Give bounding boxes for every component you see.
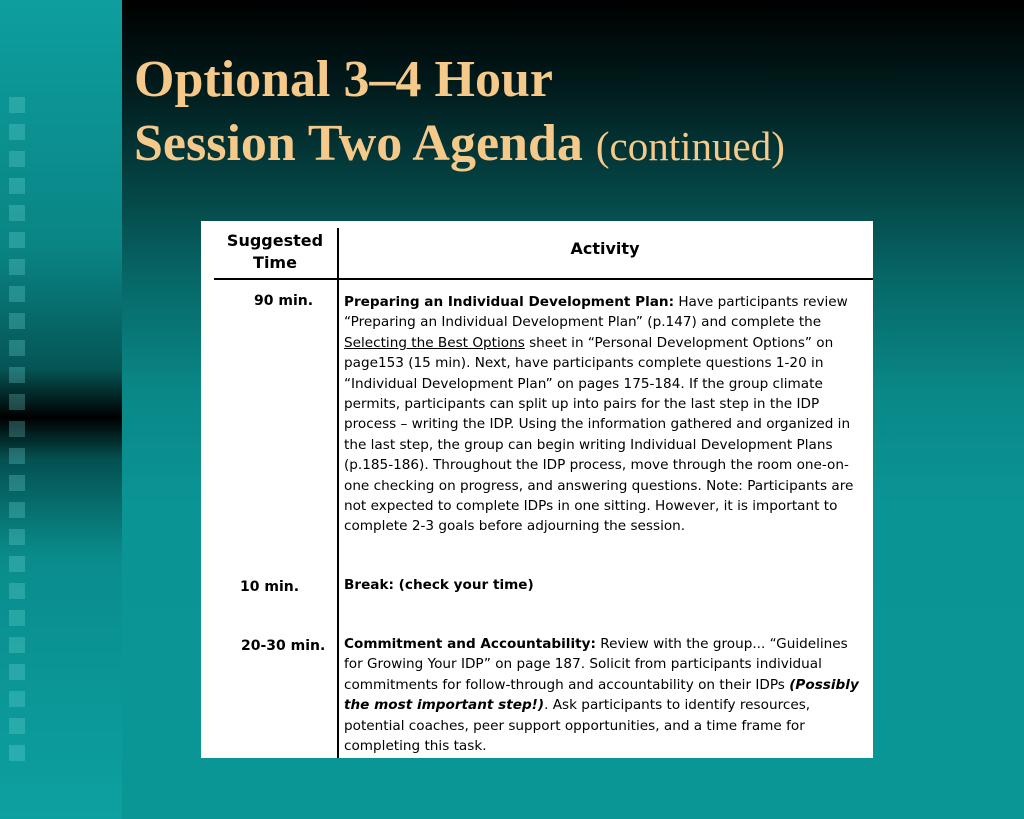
row-1-heading: Preparing an Individual Development Plan:: [344, 294, 675, 310]
row-3-time: 20-30 min.: [241, 638, 326, 654]
row-3-heading: Commitment and Accountability:: [344, 636, 596, 652]
square-decoration: [9, 475, 25, 491]
square-decoration: [9, 124, 25, 140]
square-decoration: [9, 610, 25, 626]
square-decoration: [9, 718, 25, 734]
square-decoration: [9, 232, 25, 248]
column-divider: [337, 228, 339, 758]
square-decoration: [9, 448, 25, 464]
left-decorative-band: [0, 0, 122, 819]
square-decoration: [9, 394, 25, 410]
header-suggested-time: Suggested Time: [226, 231, 324, 272]
row-3-emphasis: (Possibly the most important step!): [344, 676, 859, 714]
square-decoration: [9, 583, 25, 599]
square-decoration: [9, 529, 25, 545]
square-pattern: [9, 97, 29, 772]
row-2-time: 10 min.: [240, 579, 300, 595]
square-decoration: [9, 313, 25, 329]
row-1-text-1: Have participants review “Preparing an Individual Development Plan” (p.147) and complete the: [344, 294, 848, 331]
square-decoration: [9, 340, 25, 356]
square-decoration: [9, 97, 25, 113]
square-decoration: [9, 664, 25, 680]
square-decoration: [9, 556, 25, 572]
row-2-heading: Break: (check your time): [344, 577, 534, 593]
row-1-underlined: Selecting the Best Options: [344, 334, 525, 351]
square-decoration: [9, 367, 25, 383]
row-1-time: 90 min.: [254, 293, 314, 309]
square-decoration: [9, 502, 25, 518]
square-decoration: [9, 259, 25, 275]
header-activity: Activity: [570, 239, 640, 258]
square-decoration: [9, 178, 25, 194]
square-decoration: [9, 421, 25, 437]
row-3-activity: [344, 634, 866, 756]
title-line-2: Session Two Agenda: [134, 115, 583, 172]
row-2-activity: [344, 575, 866, 595]
square-decoration: [9, 151, 25, 167]
title-suffix: (continued): [595, 123, 785, 169]
agenda-table: [201, 221, 873, 758]
row-3-text-2: . Ask participants to identify resources, potential coaches, peer support opportunities, and a time frame for completing this task.: [344, 697, 811, 755]
square-decoration: [9, 637, 25, 653]
square-decoration: [9, 691, 25, 707]
row-3-text-1: Review with the group... “Guidelines for Growing Your IDP” on page 187. Solicit from participants individual commitments for follow-through and accountability on their IDPs: [344, 636, 848, 693]
header-divider: [214, 278, 873, 280]
square-decoration: [9, 286, 25, 302]
slide-title: [134, 48, 785, 178]
row-1-activity: [344, 292, 866, 537]
row-1-text-2: sheet in “Personal Development Options” on page153 (15 min). Next, have participants complete questions 1-20 in “Individual Development Plan” on pages 175-184. If the group climate permits, participants can split up into pairs for the last step in the IDP process – writing the IDP. Using the information gathered and organized in the last step, the group can begin writing Individual Development Plans (p.185-186). Throughout the IDP process, move through the room one-on-one checking on progress, and answering questions. Note: Participants are not expected to complete IDPs in one sitting. However, it is important to complete 2-3 goals before adjourning the session.: [344, 334, 854, 535]
square-decoration: [9, 205, 25, 221]
title-line-1: Optional 3–4 Hour: [134, 51, 553, 108]
square-decoration: [9, 745, 25, 761]
